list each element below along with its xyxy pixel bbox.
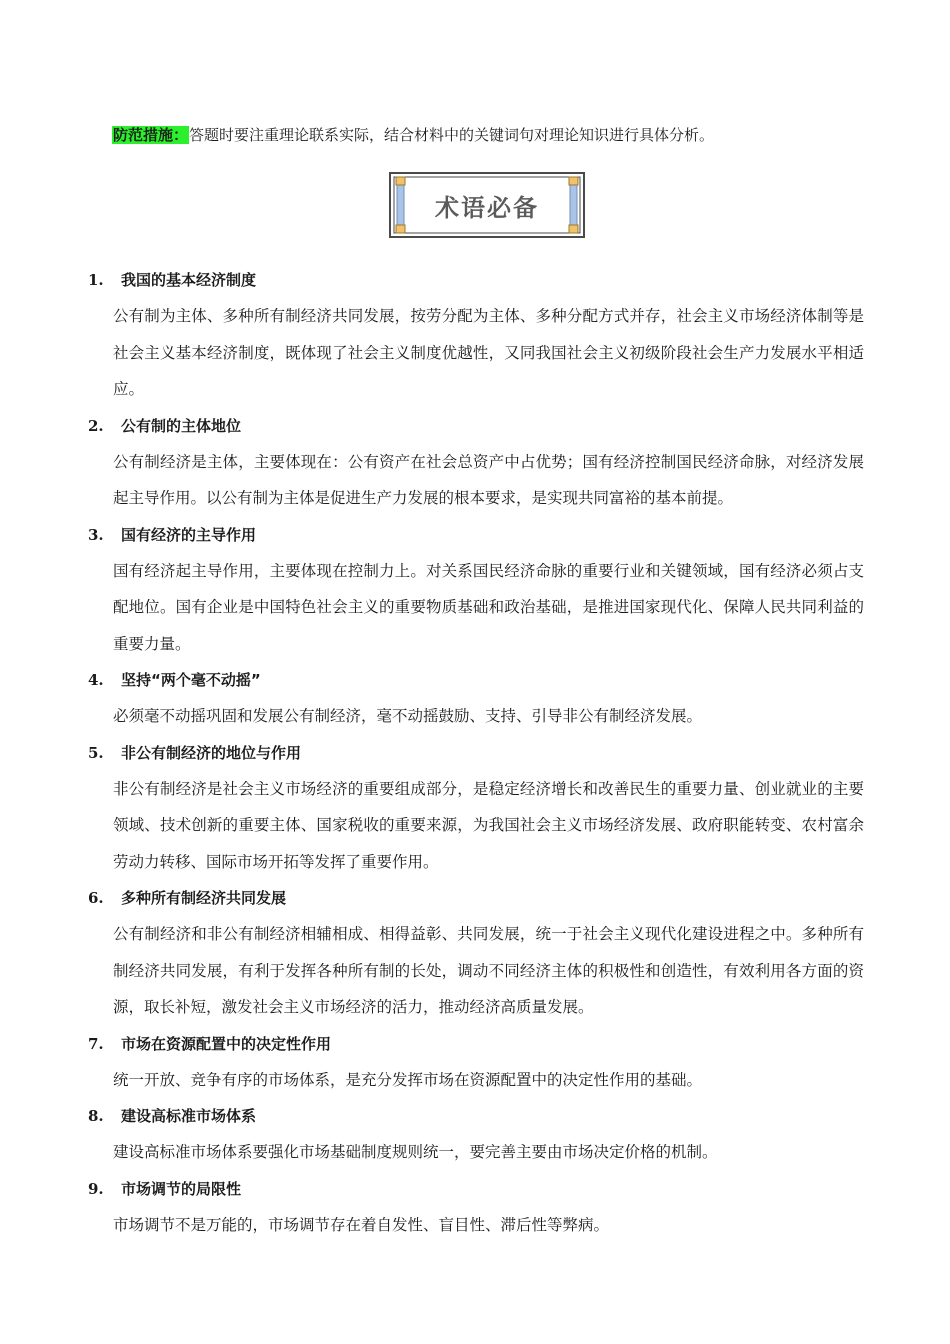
term-item — [88, 1098, 864, 1171]
term-body: 市场调节不是万能的，市场调节存在着自发性、盲目性、滞后性等弊病。 — [113, 1215, 610, 1234]
prevention-label: 防范措施： — [113, 126, 189, 144]
term-heading — [88, 1026, 864, 1062]
term-title: 市场调节的局限性 — [121, 1179, 242, 1198]
banner-title: 术语必备 — [435, 193, 539, 222]
term-heading — [88, 880, 864, 916]
term-number: 4. — [88, 671, 104, 689]
term-title: 国有经济的主导作用 — [121, 525, 257, 544]
term-item — [88, 1171, 864, 1244]
term-title: 公有制的主体地位 — [121, 416, 242, 435]
term-heading — [88, 1098, 864, 1134]
term-number: 1. — [88, 271, 104, 289]
term-number: 9. — [88, 1179, 104, 1198]
term-title: 我国的基本经济制度 — [121, 271, 257, 289]
term-heading — [88, 517, 864, 553]
term-item — [88, 662, 864, 735]
term-title: 多种所有制经济共同发展 — [121, 889, 287, 907]
prevention-text: 答题时要注重理论联系实际，结合材料中的关键词句对理论知识进行具体分析。 — [189, 126, 715, 144]
term-heading — [88, 1171, 864, 1207]
term-body: 公有制经济是主体，主要体现在：公有资产在社会总资产中占优势；国有经济控制国民经济命脉，对经济发展起主导作用。以公有制为主体是促进生产力发展的根本要求，是实现共同富裕的基本前提。 — [113, 452, 864, 507]
term-number: 5. — [88, 743, 104, 762]
term-heading — [88, 262, 864, 298]
term-number: 2. — [88, 416, 104, 435]
term-number: 8. — [88, 1107, 104, 1125]
term-title: 市场在资源配置中的决定性作用 — [121, 1034, 332, 1053]
term-heading — [88, 662, 864, 698]
term-body: 统一开放、竞争有序的市场体系，是充分发挥市场在资源配置中的决定性作用的基础。 — [113, 1070, 703, 1089]
term-number: 3. — [88, 525, 104, 544]
term-title: 建设高标准市场体系 — [121, 1107, 257, 1125]
term-item — [88, 1026, 864, 1099]
section-banner — [389, 172, 585, 238]
prevention-tip — [112, 124, 714, 146]
term-body: 公有制为主体、多种所有制经济共同发展，按劳分配为主体、多种分配方式并存，社会主义市场经济体制等是社会主义基本经济制度，既体现了社会主义制度优越性，又同我国社会主义初级阶段社会生产力发展水平相适应。 — [113, 307, 864, 398]
term-item — [88, 880, 864, 1026]
terms-list — [88, 262, 864, 1243]
term-item — [88, 735, 864, 881]
term-item — [88, 517, 864, 663]
term-number: 6. — [88, 889, 104, 907]
term-title: 坚持“两个毫不动摇” — [121, 671, 261, 689]
term-body: 国有经济起主导作用，主要体现在控制力上。对关系国民经济命脉的重要行业和关键领域，国有经济必须占支配地位。国有企业是中国特色社会主义的重要物质基础和政治基础，是推进国家现代化、保障人民共同利益的重要力量。 — [113, 561, 864, 653]
term-number: 7. — [88, 1034, 104, 1053]
term-item — [88, 262, 864, 408]
term-body: 公有制经济和非公有制经济相辅相成、相得益彰、共同发展，统一于社会主义现代化建设进程之中。多种所有制经济共同发展，有利于发挥各种所有制的长处，调动不同经济主体的积极性和创造性，有效利用各方面的资源，取长补短，激发社会主义市场经济的活力，推动经济高质量发展。 — [113, 925, 864, 1016]
term-title: 非公有制经济的地位与作用 — [121, 743, 302, 762]
term-heading — [88, 735, 864, 771]
term-body: 必须毫不动摇巩固和发展公有制经济，毫不动摇鼓励、支持、引导非公有制经济发展。 — [113, 707, 703, 725]
term-body: 建设高标准市场体系要强化市场基础制度规则统一，要完善主要由市场决定价格的机制。 — [113, 1143, 718, 1161]
term-item — [88, 408, 864, 517]
term-body: 非公有制经济是社会主义市场经济的重要组成部分，是稳定经济增长和改善民生的重要力量、创业就业的主要领域、技术创新的重要主体、国家税收的重要来源，为我国社会主义市场经济发展、政府职能转变、农村富余劳动力转移、国际市场开拓等发挥了重要作用。 — [113, 779, 864, 871]
term-heading — [88, 408, 864, 444]
